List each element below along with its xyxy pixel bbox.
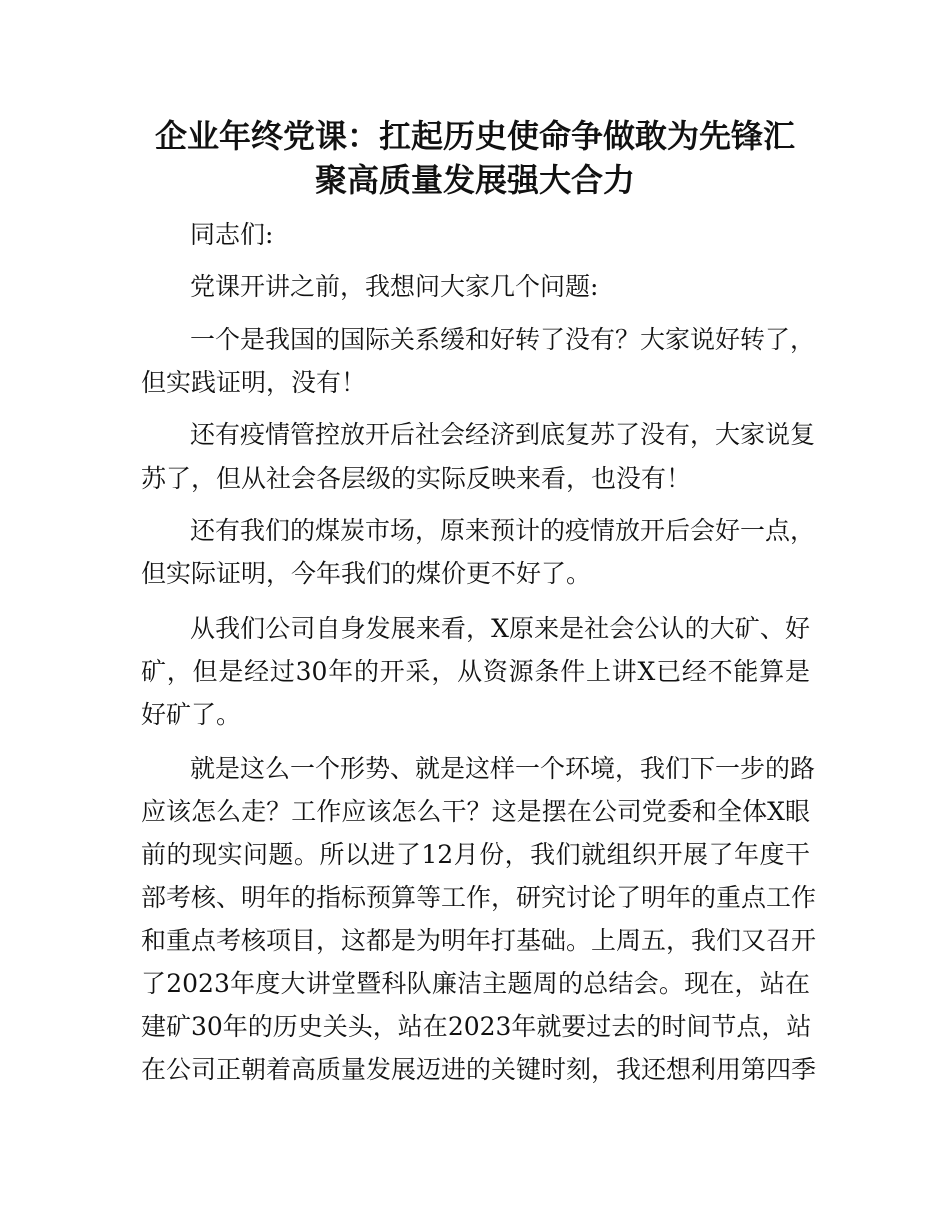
salutation: 同志们: [190,220,274,249]
paragraph-line: 苏了，但从社会各层级的实际反映来看，也没有！ [141,464,692,493]
paragraph-line: 了2023年度大讲堂暨科队廉洁主题周的总结会。现在，站在 [141,969,810,998]
paragraph-line: 和重点考核项目，这都是为明年打基础。上周五，我们又召开 [141,926,817,955]
paragraph-line: 前的现实问题。所以进了12月份，我们就组织开展了年度干 [141,840,810,869]
paragraph-line: 一个是我国的国际关系缓和好转了没有？大家说好转了， [190,325,816,354]
paragraph-line: 但实践证明，没有！ [141,368,367,397]
paragraph-line: 从我们公司自身发展来看，X原来是社会公认的大矿、好 [190,614,810,643]
paragraph-line: 还有我们的煤炭市场，原来预计的疫情放开后会好一点， [190,516,816,545]
paragraph-line: 就是这么一个形势、就是这样一个环境，我们下一步的路 [190,754,816,783]
paragraph-line: 部考核、明年的指标预算等工作，研究讨论了明年的重点工作 [141,883,817,912]
document-title-line-2: 聚高质量发展强大合力 [314,161,635,199]
paragraph-line: 好矿了。 [141,700,242,729]
paragraph-line: 建矿30年的历史关头，站在2023年就要过去的时间节点，站 [141,1012,812,1041]
paragraph-line: 矿，但是经过30年的开采，从资源条件上讲X已经不能算是 [141,657,810,686]
paragraph-line: 党课开讲之前，我想问大家几个问题: [190,272,599,301]
paragraph-line: 应该怎么走？工作应该怎么干？这是摆在公司党委和全体X眼 [141,797,810,826]
paragraph-line: 但实际证明，今年我们的煤价更不好了。 [141,559,592,588]
paragraph-line: 还有疫情管控放开后社会经济到底复苏了没有，大家说复 [190,420,816,449]
document-title-line-1: 企业年终党课：扛起历史使命争做敢为先锋汇 [154,117,795,155]
paragraph-line: 在公司正朝着高质量发展迈进的关键时刻，我还想利用第四季 [141,1055,817,1084]
